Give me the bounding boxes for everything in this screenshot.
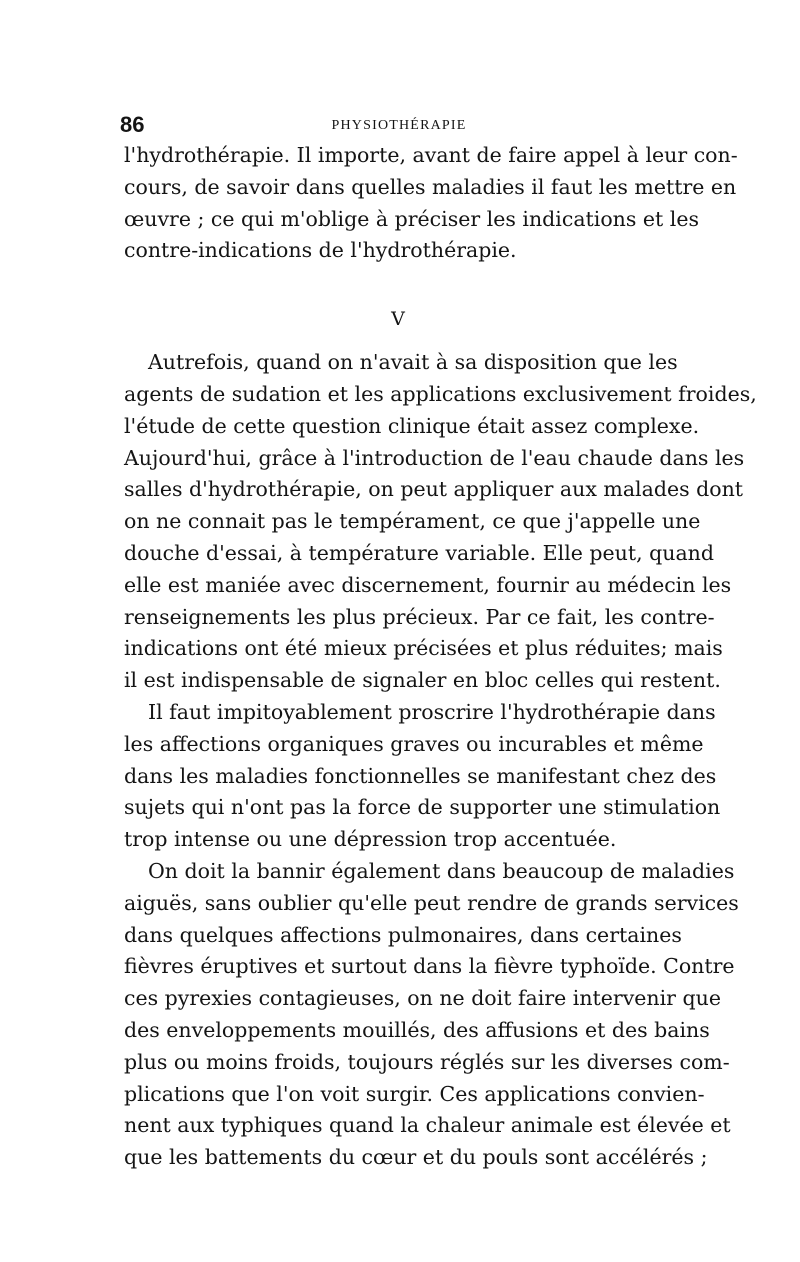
text-line: dans quelques affections pulmonaires, dans certaines — [124, 922, 682, 947]
text-line: ces pyrexies contagieuses, on ne doit faire intervenir que — [124, 986, 721, 1011]
text-line: il est indispensable de signaler en bloc celles qui restent. — [124, 668, 721, 693]
text-line: on ne connait pas le tempérament, ce que j'appelle une — [124, 509, 701, 534]
text-line: l'étude de cette question clinique était assez complexe. — [124, 413, 700, 438]
text-line: Autrefois, quand on n'avait à sa disposition que les — [148, 350, 678, 375]
text-line: contre-indications de l'hydrothérapie. — [124, 238, 517, 263]
text-line: l'hydrothérapie. Il importe, avant de faire appel à leur con- — [124, 143, 738, 167]
intro-paragraph — [124, 140, 738, 267]
paragraph-2 — [124, 697, 721, 856]
text-line: salles d'hydrothérapie, on peut appliquer aux malades dont — [124, 477, 744, 502]
text-line: agents de sudation et les applications exclusivement froides, — [124, 381, 757, 406]
text-line: renseignements les plus précieux. Par ce fait, les contre- — [124, 604, 715, 629]
text-line: les affections organiques graves ou incurables et même — [124, 731, 704, 756]
body-text — [124, 140, 757, 1174]
text-line: indications ont été mieux précisées et plus réduites; mais — [124, 636, 723, 661]
text-line: cours, de savoir dans quelles maladies il faut les mettre en — [124, 174, 737, 199]
text-line: fièvres éruptives et surtout dans la fièvre typhoïde. Contre — [124, 954, 735, 979]
text-line: des enveloppements mouillés, des affusions et des bains — [124, 1017, 710, 1042]
text-line: plications que l'on voit surgir. Ces applications convien- — [124, 1081, 705, 1106]
running-head — [120, 110, 678, 140]
text-line: plus ou moins froids, toujours réglés sur les diverses com- — [124, 1049, 730, 1074]
page-number: 86 — [120, 112, 145, 137]
text-line: trop intense ou une dépression trop accentuée. — [124, 827, 617, 852]
text-line: Il faut impitoyablement proscrire l'hydrothérapie dans — [148, 699, 716, 724]
text-line: sujets qui n'ont pas la force de supporter une stimulation — [124, 795, 721, 820]
running-title: PHYSIOTHÉRAPIE — [331, 118, 467, 133]
text-line: elle est maniée avec discernement, fournir au médecin les — [124, 572, 732, 597]
paragraph-1 — [124, 347, 757, 697]
text-line: Aujourd'hui, grâce à l'introduction de l'eau chaude dans les — [124, 445, 745, 470]
text-line: que les battements du cœur et du pouls sont accélérés ; — [124, 1145, 708, 1170]
text-line: douche d'essai, à température variable. Elle peut, quand — [124, 540, 715, 565]
text-line: dans les maladies fonctionnelles se manifestant chez des — [124, 763, 717, 788]
paragraph-3 — [124, 856, 739, 1174]
text-line: nent aux typhiques quand la chaleur animale est élevée et — [124, 1113, 731, 1138]
section-heading: V — [391, 308, 405, 331]
text-line: œuvre ; ce qui m'oblige à préciser les indications et les — [124, 206, 700, 231]
text-line: On doit la bannir également dans beaucoup de maladies — [148, 858, 735, 883]
text-line: aiguës, sans oublier qu'elle peut rendre de grands services — [124, 890, 739, 915]
